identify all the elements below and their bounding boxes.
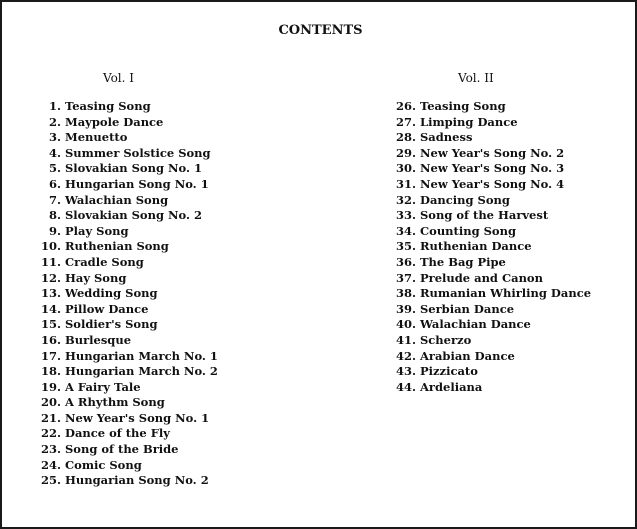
entry-number: 43. [395, 364, 416, 379]
entry-title: A Rhythm Song [65, 395, 165, 410]
contents-entry [32, 395, 218, 411]
contents-entry [387, 177, 591, 193]
contents-entry [32, 442, 218, 458]
entry-title: Song of the Bride [65, 442, 179, 457]
entry-title: Menuetto [65, 130, 128, 145]
contents-entry [387, 317, 591, 333]
entry-number: 44. [395, 379, 416, 394]
entry-number: 19. [40, 379, 61, 394]
entry-title: Soldier's Song [65, 317, 158, 332]
entry-number: 3. [48, 130, 61, 145]
contents-entry [387, 130, 591, 146]
entry-number: 16. [40, 332, 61, 347]
entry-number: 10. [40, 239, 61, 254]
page-title: CONTENTS [278, 23, 363, 38]
entry-number: 2. [48, 114, 61, 129]
entry-title: Summer Solstice Song [65, 145, 211, 160]
entry-number: 6. [48, 176, 61, 191]
entry-title: Burlesque [65, 332, 132, 347]
entry-title: Prelude and Canon [420, 270, 543, 285]
entry-title: Hay Song [65, 270, 127, 285]
contents-entry [32, 161, 218, 177]
entry-number: 39. [395, 301, 416, 316]
entry-title: Slovakian Song No. 1 [65, 161, 203, 176]
entry-title: Ardeliana [420, 379, 483, 394]
entry-number: 9. [48, 223, 61, 238]
entry-title: Scherzo [420, 332, 472, 347]
entry-title: Slovakian Song No. 2 [65, 208, 203, 223]
entry-title: Sadness [420, 130, 473, 145]
vol2-contents-list [387, 99, 591, 395]
entry-title: Song of the Harvest [420, 208, 549, 223]
contents-entry [387, 161, 591, 177]
entry-title: The Bag Pipe [420, 254, 506, 269]
entry-number: 13. [40, 286, 61, 301]
entry-number: 15. [40, 317, 61, 332]
entry-number: 28. [395, 130, 416, 145]
entry-title: Walachian Song [65, 192, 169, 207]
entry-title: Ruthenian Dance [420, 239, 532, 254]
entry-number: 37. [395, 270, 416, 285]
entry-title: Arabian Dance [420, 348, 515, 363]
contents-entry [32, 349, 218, 365]
entry-number: 40. [395, 317, 416, 332]
entry-number: 34. [395, 223, 416, 238]
contents-entry [32, 239, 218, 255]
entry-number: 38. [395, 286, 416, 301]
contents-entry [32, 411, 218, 427]
entry-title: Wedding Song [65, 286, 158, 301]
contents-entry [387, 99, 591, 115]
entry-title: Pillow Dance [65, 301, 149, 316]
contents-entry [387, 208, 591, 224]
contents-entry [32, 208, 218, 224]
entry-number: 36. [395, 254, 416, 269]
entry-title: Pizzicato [420, 364, 478, 379]
contents-entry [387, 364, 591, 380]
contents-entry [32, 302, 218, 318]
entry-title: Comic Song [65, 457, 142, 472]
vol1-contents-list [32, 99, 218, 489]
entry-number: 42. [395, 348, 416, 363]
entry-number: 35. [395, 239, 416, 254]
contents-entry [387, 255, 591, 271]
entry-number: 41. [395, 332, 416, 347]
entry-title: New Year's Song No. 3 [420, 161, 565, 176]
contents-entry [32, 115, 218, 131]
contents-entry [32, 99, 218, 115]
contents-entry [32, 333, 218, 349]
entry-number: 26. [395, 99, 416, 113]
contents-entry [32, 193, 218, 209]
contents-entry [32, 255, 218, 271]
entry-title: Play Song [65, 223, 129, 238]
entry-title: Cradle Song [65, 254, 144, 269]
contents-entry [387, 349, 591, 365]
contents-entry [387, 146, 591, 162]
entry-title: Hungarian Song No. 2 [65, 473, 209, 488]
entry-number: 14. [40, 301, 61, 316]
entry-number: 25. [40, 473, 61, 488]
entry-title: New Year's Song No. 4 [420, 176, 565, 191]
entry-title: Teasing Song [65, 99, 151, 113]
contents-entry [32, 130, 218, 146]
entry-number: 22. [40, 426, 61, 441]
contents-entry [32, 364, 218, 380]
entry-title: Rumanian Whirling Dance [420, 286, 592, 301]
entry-title: Dance of the Fly [65, 426, 170, 441]
entry-number: 31. [395, 176, 416, 191]
contents-entry [32, 271, 218, 287]
entry-number: 30. [395, 161, 416, 176]
contents-entry [32, 177, 218, 193]
entry-number: 4. [48, 145, 61, 160]
entry-title: Hungarian Song No. 1 [65, 176, 209, 191]
entry-number: 8. [48, 208, 61, 223]
contents-entry [387, 380, 591, 396]
contents-entry [387, 333, 591, 349]
entry-title: Walachian Dance [420, 317, 531, 332]
contents-entry [387, 302, 591, 318]
contents-entry [32, 458, 218, 474]
entry-title: New Year's Song No. 1 [65, 410, 210, 425]
entry-title: Hungarian March No. 2 [65, 364, 218, 379]
entry-title: A Fairy Tale [65, 379, 141, 394]
contents-entry [387, 271, 591, 287]
entry-number: 5. [48, 161, 61, 176]
contents-entry [387, 224, 591, 240]
contents-entry [32, 473, 218, 489]
vol2-heading: Vol. II [458, 71, 494, 85]
entry-number: 7. [48, 192, 61, 207]
contents-entry [32, 286, 218, 302]
entry-title: Limping Dance [420, 114, 518, 129]
entry-title: Maypole Dance [65, 114, 164, 129]
entry-title: Ruthenian Song [65, 239, 169, 254]
vol1-heading: Vol. I [103, 71, 134, 85]
entry-number: 11. [40, 254, 61, 269]
entry-number: 29. [395, 145, 416, 160]
contents-entry [387, 193, 591, 209]
contents-entry [32, 146, 218, 162]
entry-title: Dancing Song [420, 192, 510, 207]
entry-number: 24. [40, 457, 61, 472]
contents-entry [387, 239, 591, 255]
contents-entry [32, 380, 218, 396]
entry-number: 33. [395, 208, 416, 223]
entry-title: Counting Song [420, 223, 517, 238]
entry-title: Teasing Song [420, 99, 506, 113]
entry-number: 17. [40, 348, 61, 363]
entry-number: 18. [40, 364, 61, 379]
contents-entry [32, 224, 218, 240]
entry-number: 20. [40, 395, 61, 410]
entry-title: Serbian Dance [420, 301, 515, 316]
entry-number: 27. [395, 114, 416, 129]
contents-entry [387, 115, 591, 131]
contents-entry [32, 426, 218, 442]
entry-number: 32. [395, 192, 416, 207]
entry-number: 12. [40, 270, 61, 285]
entry-title: Hungarian March No. 1 [65, 348, 218, 363]
contents-entry [32, 317, 218, 333]
entry-number: 23. [40, 442, 61, 457]
entry-number: 21. [40, 410, 61, 425]
contents-entry [387, 286, 591, 302]
entry-number: 1. [48, 99, 61, 113]
entry-title: New Year's Song No. 2 [420, 145, 565, 160]
